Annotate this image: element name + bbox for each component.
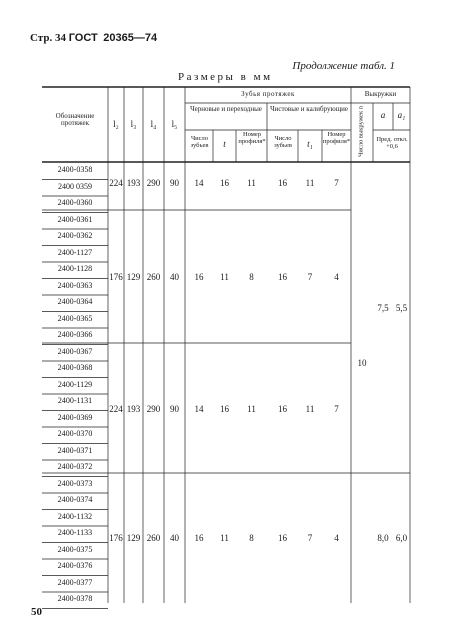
group-3-rough-t: 16: [220, 404, 229, 414]
group-2-finish-t: 7: [307, 272, 313, 282]
header-recess-a1: a₁: [397, 110, 406, 120]
group-2-l5: 40: [170, 272, 179, 282]
designation-code: 2400-1133: [57, 528, 93, 537]
designation-code: 2400 0359: [58, 181, 92, 191]
designation-code: 2400-0364: [57, 297, 93, 306]
designation-code: 2400-0374: [57, 495, 93, 504]
designation-code: 2400-0373: [57, 478, 93, 488]
designation-code: 2400-0358: [57, 165, 93, 174]
group-3-rough-count: 14: [194, 404, 204, 414]
header-recess-group: Выкружки: [364, 90, 397, 98]
header-tolerance: Пред. откл. +0,6: [376, 136, 408, 150]
group-4-rough-profile: 8: [249, 533, 254, 543]
designation-code: 2400-0361: [57, 214, 93, 224]
group-4-finish-t: 7: [307, 533, 313, 543]
group-2-l2: 176: [109, 272, 123, 282]
designation-code: 2400-1127: [57, 247, 93, 257]
group-3-finish-t: 11: [305, 404, 315, 414]
designation-code: 2400-0370: [57, 429, 93, 438]
header-l2: l₂: [113, 119, 119, 129]
group-2-rough-t: 11: [220, 272, 229, 282]
recess-a-row2: 8,0: [377, 533, 389, 543]
group-1-l4: 290: [146, 178, 161, 188]
designation-code: 2400-1129: [57, 379, 93, 389]
header-recess-count: Число выкружек n: [357, 105, 365, 157]
designation-code: 2400-1132: [57, 511, 93, 521]
header-finish-profile: Номер профиля*: [322, 131, 351, 145]
designation-code: 2400-0375: [57, 544, 93, 554]
group-1-finish-t: 11: [305, 178, 315, 188]
group-4-rough-count: 16: [194, 533, 204, 543]
group-2-rough-count: 16: [194, 272, 204, 282]
designation-code: 2400-0366: [57, 330, 93, 339]
recess-n-value: 10: [357, 358, 367, 368]
header-designation: Обозначение протяжек: [55, 112, 95, 128]
page-label: Стр. 34: [30, 32, 66, 44]
group-3-finish-count: 16: [278, 404, 287, 414]
header-rough-profile: Номер профиля*: [238, 131, 266, 145]
table-title: Размеры в мм: [178, 71, 273, 83]
group-2-l3: 129: [126, 272, 141, 282]
designation-code: 2400-0360: [57, 198, 93, 207]
group-3-rough-profile: 11: [247, 404, 256, 414]
group-1-l3: 193: [126, 178, 141, 188]
group-3-l4: 290: [146, 404, 161, 414]
designation-code: 2400-1128: [57, 264, 93, 273]
designation-code: 2400-1131: [57, 396, 93, 405]
designation-code: 2400-0372: [57, 462, 93, 471]
group-1-rough-profile: 11: [247, 178, 256, 188]
standard-number: 20365—74: [103, 32, 158, 44]
recess-a-row1: 7,5: [377, 303, 389, 313]
group-1-l5: 90: [170, 178, 179, 188]
header-finish-count: Число зубьев: [274, 135, 292, 149]
designation-code: 2400-0368: [57, 363, 93, 372]
group-1-finish-count: 16: [278, 178, 287, 188]
group-1-finish-profile: 7: [334, 178, 339, 188]
designation-code: 2400-0367: [57, 346, 93, 356]
group-2-finish-profile: 4: [334, 272, 339, 282]
header-l4: l₄: [150, 119, 157, 129]
recess-a1-row1: 5,5: [395, 303, 408, 313]
recess-a1-row2: 6,0: [395, 533, 408, 543]
header-l3: l₃: [130, 119, 137, 129]
designation-code: 2400-0363: [57, 280, 93, 290]
group-3-finish-profile: 7: [334, 404, 339, 414]
designation-code: 2400-0378: [57, 594, 93, 603]
standard-label: ГОСТ: [68, 32, 98, 44]
designation-code: 2400-0369: [57, 412, 93, 422]
continuation-note: Продолжение табл. 1: [292, 60, 395, 72]
group-1-rough-count: 14: [194, 178, 204, 188]
header-rough-count: Число зубьев: [190, 135, 209, 149]
group-4-finish-profile: 4: [334, 533, 339, 543]
group-4-l5: 40: [170, 533, 179, 543]
header-finish-t: t₁: [307, 139, 313, 149]
group-4-finish-count: 16: [278, 533, 287, 543]
group-4-l4: 260: [146, 533, 161, 543]
header-rough-group: Черновые и переходные: [190, 105, 262, 113]
group-2-rough-profile: 8: [249, 272, 254, 282]
group-2-l4: 260: [146, 272, 161, 282]
header-recess-a: a: [380, 110, 386, 120]
header-l5: l₅: [171, 119, 178, 129]
group-2-finish-count: 16: [278, 272, 287, 282]
designation-code: 2400-0376: [57, 561, 93, 570]
header-rough-t: t: [223, 139, 226, 149]
group-1-l2: 224: [109, 178, 123, 188]
group-1-rough-t: 16: [220, 178, 229, 188]
header-teeth-group: Зубья протяжек: [241, 90, 295, 98]
group-4-l3: 129: [126, 533, 141, 543]
group-4-l2: 176: [109, 533, 123, 543]
group-4-rough-t: 11: [220, 533, 229, 543]
designation-code: 2400-0377: [57, 577, 93, 587]
header-finish-group: Чистовые и калибрующие: [270, 105, 348, 113]
group-3-l5: 90: [170, 404, 179, 414]
page-number: 50: [31, 606, 42, 618]
designation-code: 2400-0371: [57, 445, 93, 455]
designation-code: 2400-0362: [57, 231, 93, 240]
designation-code: 2400-0365: [57, 313, 93, 323]
group-3-l3: 193: [126, 404, 141, 414]
group-3-l2: 224: [109, 404, 123, 414]
